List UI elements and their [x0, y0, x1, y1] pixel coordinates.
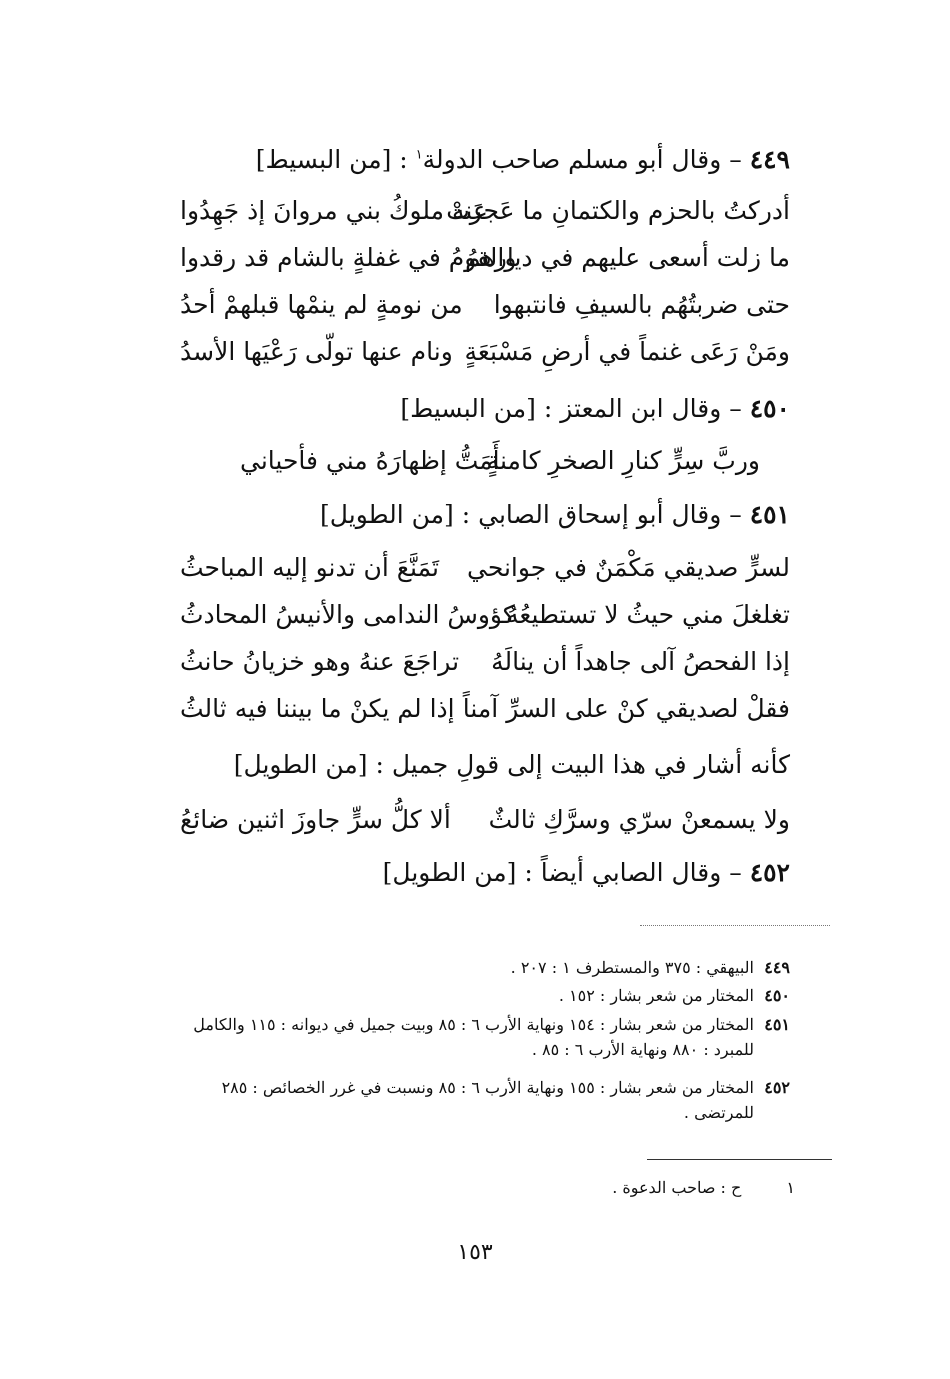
verse-second-hemistich: والقومُ في غفلةٍ بالشام قد رقدوا	[180, 243, 517, 272]
verse-second-hemistich: ألا كلُّ سرٍّ جاوزَ اثنين ضائعُ	[180, 805, 451, 834]
verse-first-hemistich: تغلغلَ مني حيثُ لا تستطيعُهُ	[506, 600, 790, 629]
entry-intro: – وقال الصابي أيضاً	[540, 858, 742, 887]
entry-heading-451	[320, 500, 790, 529]
verse-line	[180, 553, 790, 593]
verse-first-hemistich: ولا يسمعنْ سرّي وسرَّكِ ثالثٌ	[488, 805, 790, 834]
source-footnote	[165, 983, 790, 1008]
verse-line	[180, 196, 790, 236]
verse-second-hemistich: تَمَنَّعَ أن تدنو إليه المباحثُ	[180, 553, 439, 582]
margin-note	[612, 1178, 795, 1197]
entry-number: ٤٤٩	[749, 145, 790, 174]
verse-second-hemistich: أَمَتُّ إظهارَهُ مني فأحياني	[240, 446, 500, 475]
footnote-line: المختار من شعر بشار : ١٥٥ ونهاية الأرب ٦ : ٨٥ ونسبت في غرر الخصائص : ٢٨٥	[221, 1078, 754, 1097]
footnote-text	[165, 1012, 754, 1062]
footnote-number: ٤٤٩	[764, 958, 790, 977]
page-number: ١٥٣	[457, 1240, 493, 1265]
verse-second-hemistich: تراجَعَ عنهُ وهو خزيانُ حانثُ	[180, 647, 460, 676]
margin-note-text: ح : صاحب الدعوة .	[612, 1178, 742, 1197]
meter-label: : [من الطويل]	[382, 858, 533, 887]
verse-second-hemistich: ونام عنها تولّى رَعْيَها الأسدُ	[180, 337, 453, 366]
footnote-line: المختار من شعر بشار : ١٥٤ ونهاية الأرب ٦ : ٨٥ وبيت جميل في ديوانه : ١١٥ والكامل	[193, 1015, 754, 1034]
entry-number: ٤٥٢	[749, 858, 790, 887]
footnote-rule	[647, 1159, 832, 1160]
source-footnote	[165, 1075, 790, 1131]
verse-first-hemistich: ومَنْ رَعَى غنماً في أرضِ مَسْبَعَةٍ	[464, 337, 790, 366]
entry-heading-449	[256, 145, 790, 174]
entry-intro: – وقال أبو إسحاق الصابي	[478, 500, 742, 529]
verse-first-hemistich: ما زلت أسعى عليهم في ديارهمُ	[464, 243, 790, 272]
verse-second-hemistich: كؤوسُ الندامى والأنيسُ المحادثُ	[180, 600, 515, 629]
source-footnote	[165, 955, 790, 980]
verse-line	[180, 805, 790, 845]
footnote-line: للمرتضى .	[683, 1103, 754, 1122]
verse-second-hemistich: إذا لم يكنْ ما بيننا فيه ثالثُ	[180, 694, 455, 723]
entry-heading-452	[383, 858, 790, 887]
footnote-number: ٤٥٢	[764, 1078, 790, 1097]
footnote-number: ٤٥٠	[764, 986, 790, 1005]
meter-label: : [من البسيط]	[255, 145, 408, 174]
verse-line	[180, 694, 790, 734]
verse-second-hemistich: عنه ملوكُ بني مروانَ إذ جَهِدُوا	[180, 196, 488, 225]
footnote-marker: ١	[415, 147, 423, 163]
prose-line: كأنه أشار في هذا البيت إلى قولِ جميل : [من الطويل]	[233, 750, 790, 779]
entry-number: ٤٥٠	[749, 394, 790, 423]
verse-line	[180, 290, 790, 330]
verse-line	[180, 647, 790, 687]
verse-line	[180, 446, 790, 486]
entry-intro: – وقال أبو مسلم صاحب الدولة	[422, 145, 742, 174]
verse-line	[180, 243, 790, 283]
meter-label: : [من البسيط]	[400, 394, 553, 423]
verse-first-hemistich: إذا الفحصُ آلى جاهداً أن ينالَهُ	[491, 647, 790, 676]
verse-first-hemistich: لسرٍّ صديقي مَكْمَنٌ في جوانحي	[466, 553, 790, 582]
verse-first-hemistich: فقلْ لصديقي كنْ على السرِّ آمناً	[462, 694, 790, 723]
entry-number: ٤٥١	[749, 500, 790, 529]
footnote-text	[165, 1075, 754, 1125]
verse-second-hemistich: من نومةٍ لم ينمْها قبلهمْ أحدُ	[180, 290, 463, 319]
source-footnote	[165, 1012, 790, 1068]
verse-first-hemistich: أدركتُ بالحزم والكتمانِ ما عَجزَتْ	[446, 196, 790, 225]
meter-label: : [من الطويل]	[320, 500, 471, 529]
verse-line	[180, 600, 790, 640]
footnote-number: ٤٥١	[764, 1015, 790, 1034]
footnote-text: البيهقي : ٣٧٥ والمستطرف ١ : ٢٠٧ .	[510, 958, 754, 977]
entry-intro: – وقال ابن المعتز	[560, 394, 742, 423]
verse-line	[180, 337, 790, 377]
footnote-line: للمبرد : ٨٨٠ ونهاية الأرب ٦ : ٨٥ .	[531, 1040, 754, 1059]
verse-first-hemistich: وربَّ سِرٍّ كنارِ الصخرِ كامنةٍ	[486, 446, 760, 475]
dotted-separator	[640, 925, 830, 926]
footnote-text: المختار من شعر بشار : ١٥٢ .	[558, 986, 754, 1005]
entry-heading-450	[400, 394, 790, 423]
verse-first-hemistich: حتى ضربتُهُم بالسيفِ فانتبهوا	[493, 290, 790, 319]
margin-note-number: ١	[786, 1178, 795, 1197]
